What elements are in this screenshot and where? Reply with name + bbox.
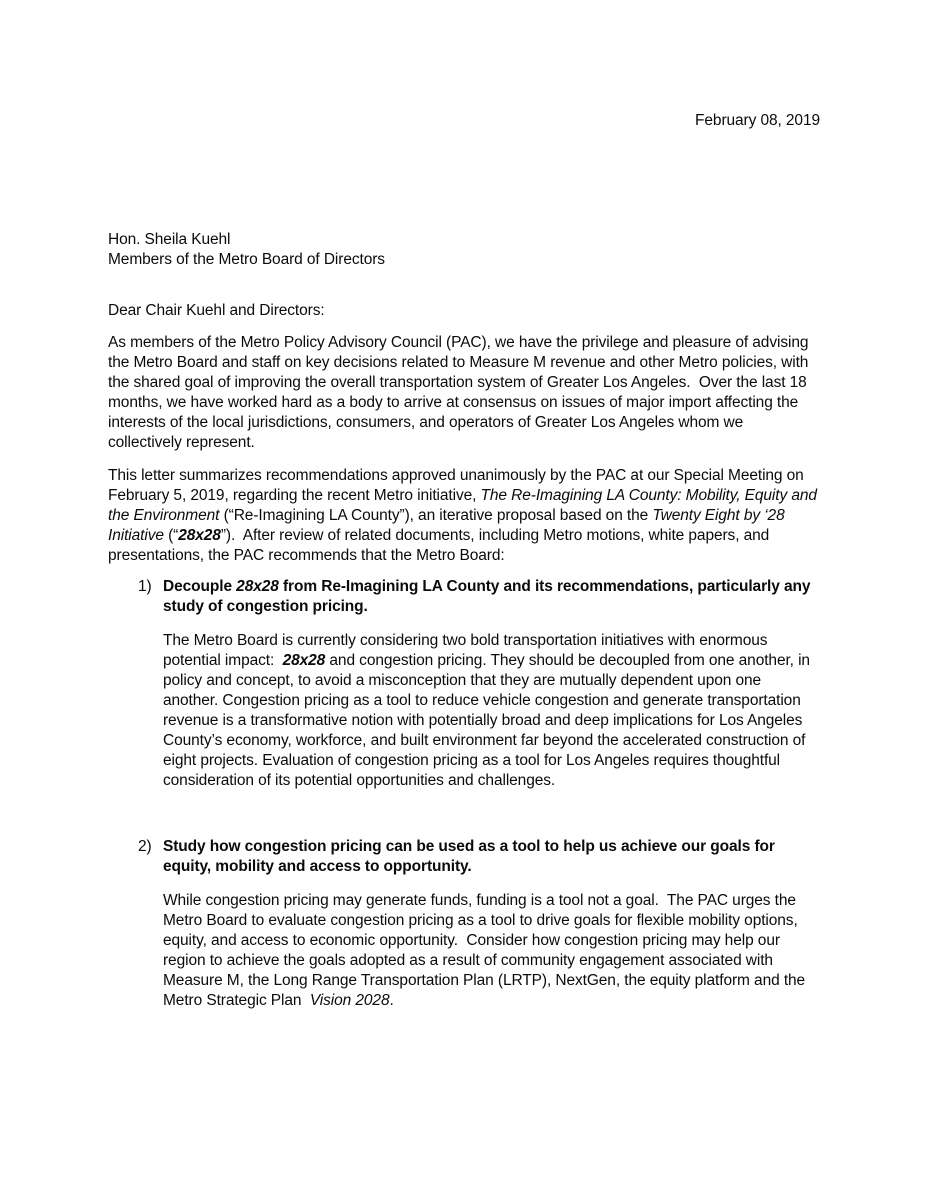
salutation: Dear Chair Kuehl and Directors:	[108, 302, 325, 319]
recommendation-item-2	[108, 837, 820, 1011]
letter-date: February 08, 2019	[695, 112, 820, 129]
paragraph-summary: This letter summarizes recommendations approved unanimously by the PAC at our Special Meeting on February 5, 2019, regarding the recent Metro initiative, The Re-Imagining LA County: Mobility, Equity and the Environment (“Re-Imagining LA County”), an iterative proposal based on the Twenty Eight by ‘28 Initiative (“28x28”). After review of related documents, including Metro motions, white papers, and presentations, the PAC recommends that the Metro Board:	[108, 467, 822, 564]
recipient-block	[108, 230, 820, 270]
recommendation-number-1: 1)	[138, 578, 152, 595]
recipient-title: Members of the Metro Board of Directors	[108, 251, 385, 268]
paragraph-intro: As members of the Metro Policy Advisory Council (PAC), we have the privilege and pleasure of advising the Metro Board and staff on key decisions related to Measure M revenue and other Metro policies, with the shared goal of improving the overall transportation system of Greater Los Angeles. Over the last 18 months, we have worked hard as a body to arrive at consensus on issues of major import affecting the interests of the local jurisdictions, consumers, and operators of Greater Los Angeles whom we collectively represent.	[108, 334, 813, 451]
recommendation-heading-2: Study how congestion pricing can be used as a tool to help us achieve our goals for equity, mobility and access to opportunity.	[163, 838, 780, 875]
letter-content	[108, 0, 820, 1011]
recipient-name: Hon. Sheila Kuehl	[108, 231, 231, 248]
recommendation-number-2: 2)	[138, 838, 152, 855]
recommendation-item-1	[108, 577, 820, 791]
recommendation-body-1: The Metro Board is currently considering two bold transportation initiatives with enormous potential impact: 28x28 and congestion pricing. They should be decoupled from one another, in policy and concept, to avoid a misconception that they are mutually dependent upon one another. Congestion pricing as a tool to reduce vehicle congestion and generate transportation revenue is a transformative notion with potentially broad and deep implications for Los Angeles County’s economy, workforce, and built environment far beyond the accelerated construction of eight projects. Evaluation of congestion pricing as a tool for Los Angeles requires thoughtful consideration of its potential opportunities and challenges.	[163, 632, 815, 789]
recommendation-heading-1: Decouple 28x28 from Re-Imagining LA County and its recommendations, particularly any study of congestion pricing.	[163, 578, 815, 615]
recommendation-body-2: While congestion pricing may generate funds, funding is a tool not a goal. The PAC urges the Metro Board to evaluate congestion pricing as a tool to drive goals for flexible mobility options, equity, and access to economic opportunity. Consider how congestion pricing may help our region to achieve the goals adopted as a result of community engagement associated with Measure M, the Long Range Transportation Plan (LRTP), NextGen, the equity platform and the Metro Strategic Plan Vision 2028.	[163, 892, 810, 1009]
recommendation-list	[108, 577, 820, 1011]
